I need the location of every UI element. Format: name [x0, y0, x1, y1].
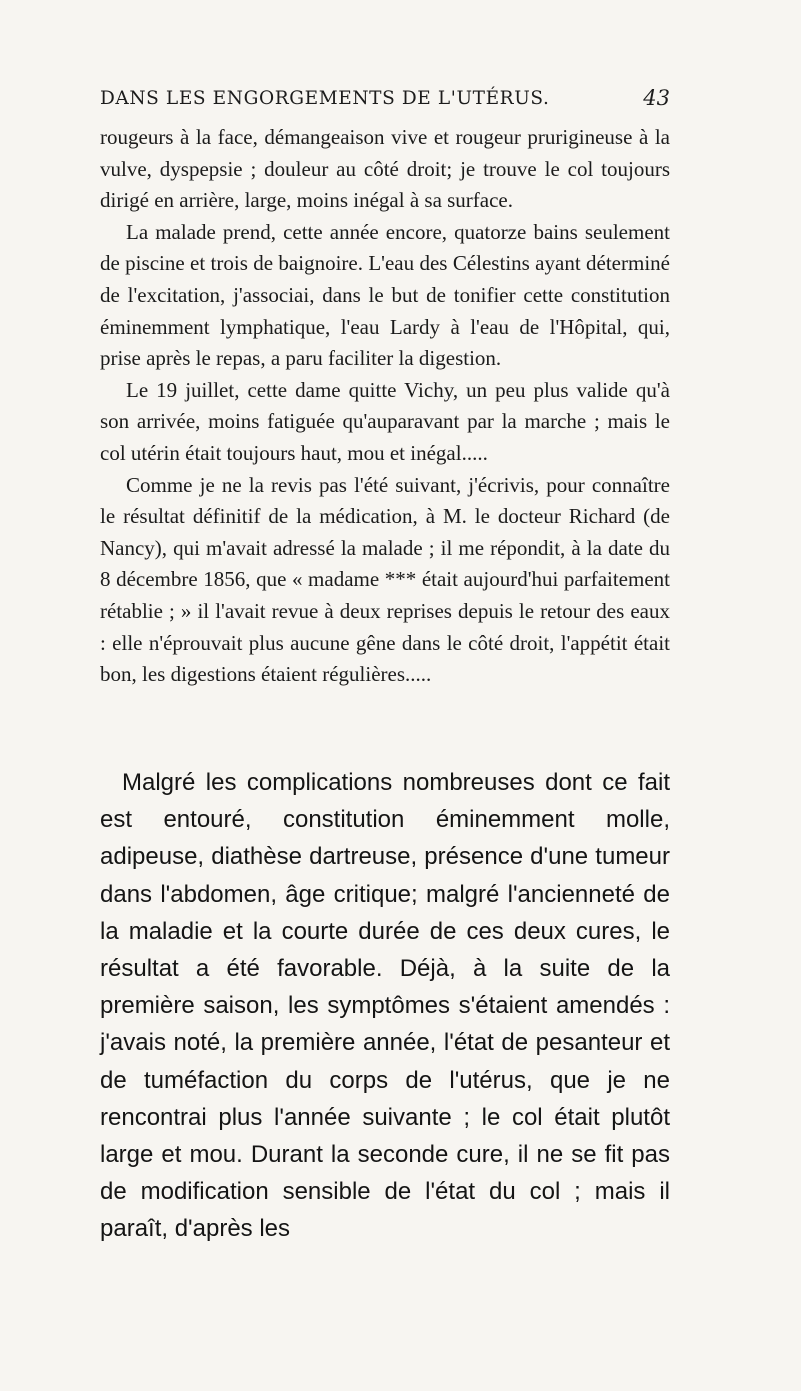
running-head	[100, 82, 670, 122]
paragraph-3: Le 19 juillet, cette dame quitte Vichy, un peu plus valide qu'à son arrivée, moins fatiguée qu'auparavant par la marche ; mais le col utérin était toujours haut, mou et inégal.....	[100, 377, 670, 465]
paragraph-4: Comme je ne la revis pas l'été suivant, j'écrivis, pour connaître le résultat définitif de la médication, à M. le docteur Richard (de Nancy), qui m'avait adressé la malade ; il me répondit, à la date du 8 décembre 1856, que « madame *** était aujourd'hui parfaitement rétablie ; » il l'avait revue à deux reprises depuis le retour des eaux : elle n'éprouvait plus aucune gêne dans le côté droit, l'appétit était bon, les digestions étaient régulières.....	[100, 472, 670, 687]
serif-text-block	[100, 122, 670, 691]
sans-text-block	[100, 764, 670, 1248]
page-number: 43	[643, 86, 670, 110]
paragraph-2: La malade prend, cette année encore, quatorze bains seulement de piscine et trois de baignoire. L'eau des Célestins ayant déterminé de l'excitation, j'associai, dans le but de tonifier cette constitution éminemment lymphatique, l'eau Lardy à l'eau de l'Hôpital, qui, prise après le repas, a paru faciliter la digestion.	[100, 219, 670, 371]
paragraph-1: rougeurs à la face, démangeaison vive et rougeur prurigineuse à la vulve, dyspepsie ; douleur au côté droit; je trouve le col toujours dirigé en arrière, large, moins inégal à sa surface.	[100, 125, 670, 213]
paragraph-5: Malgré les complications nombreuses dont ce fait est entouré, constitution éminemment molle, adipeuse, diathèse dartreuse, présence d'une tumeur dans l'abdomen, âge critique; malgré l'ancienneté de la maladie et la courte durée de ces deux cures, le résultat a été favorable. Déjà, à la suite de la première saison, les symptômes s'étaient amendés : j'avais noté, la première année, l'état de pesanteur et de tuméfaction du corps de l'utérus, que je ne rencontrai plus l'année suivante ; le col était plutôt large et mou. Durant la seconde cure, il ne se fit pas de modification sensible de l'état du col ; mais il paraît, d'après les	[100, 769, 670, 1243]
running-title: DANS LES ENGORGEMENTS DE L'UTÉRUS.	[100, 88, 550, 109]
